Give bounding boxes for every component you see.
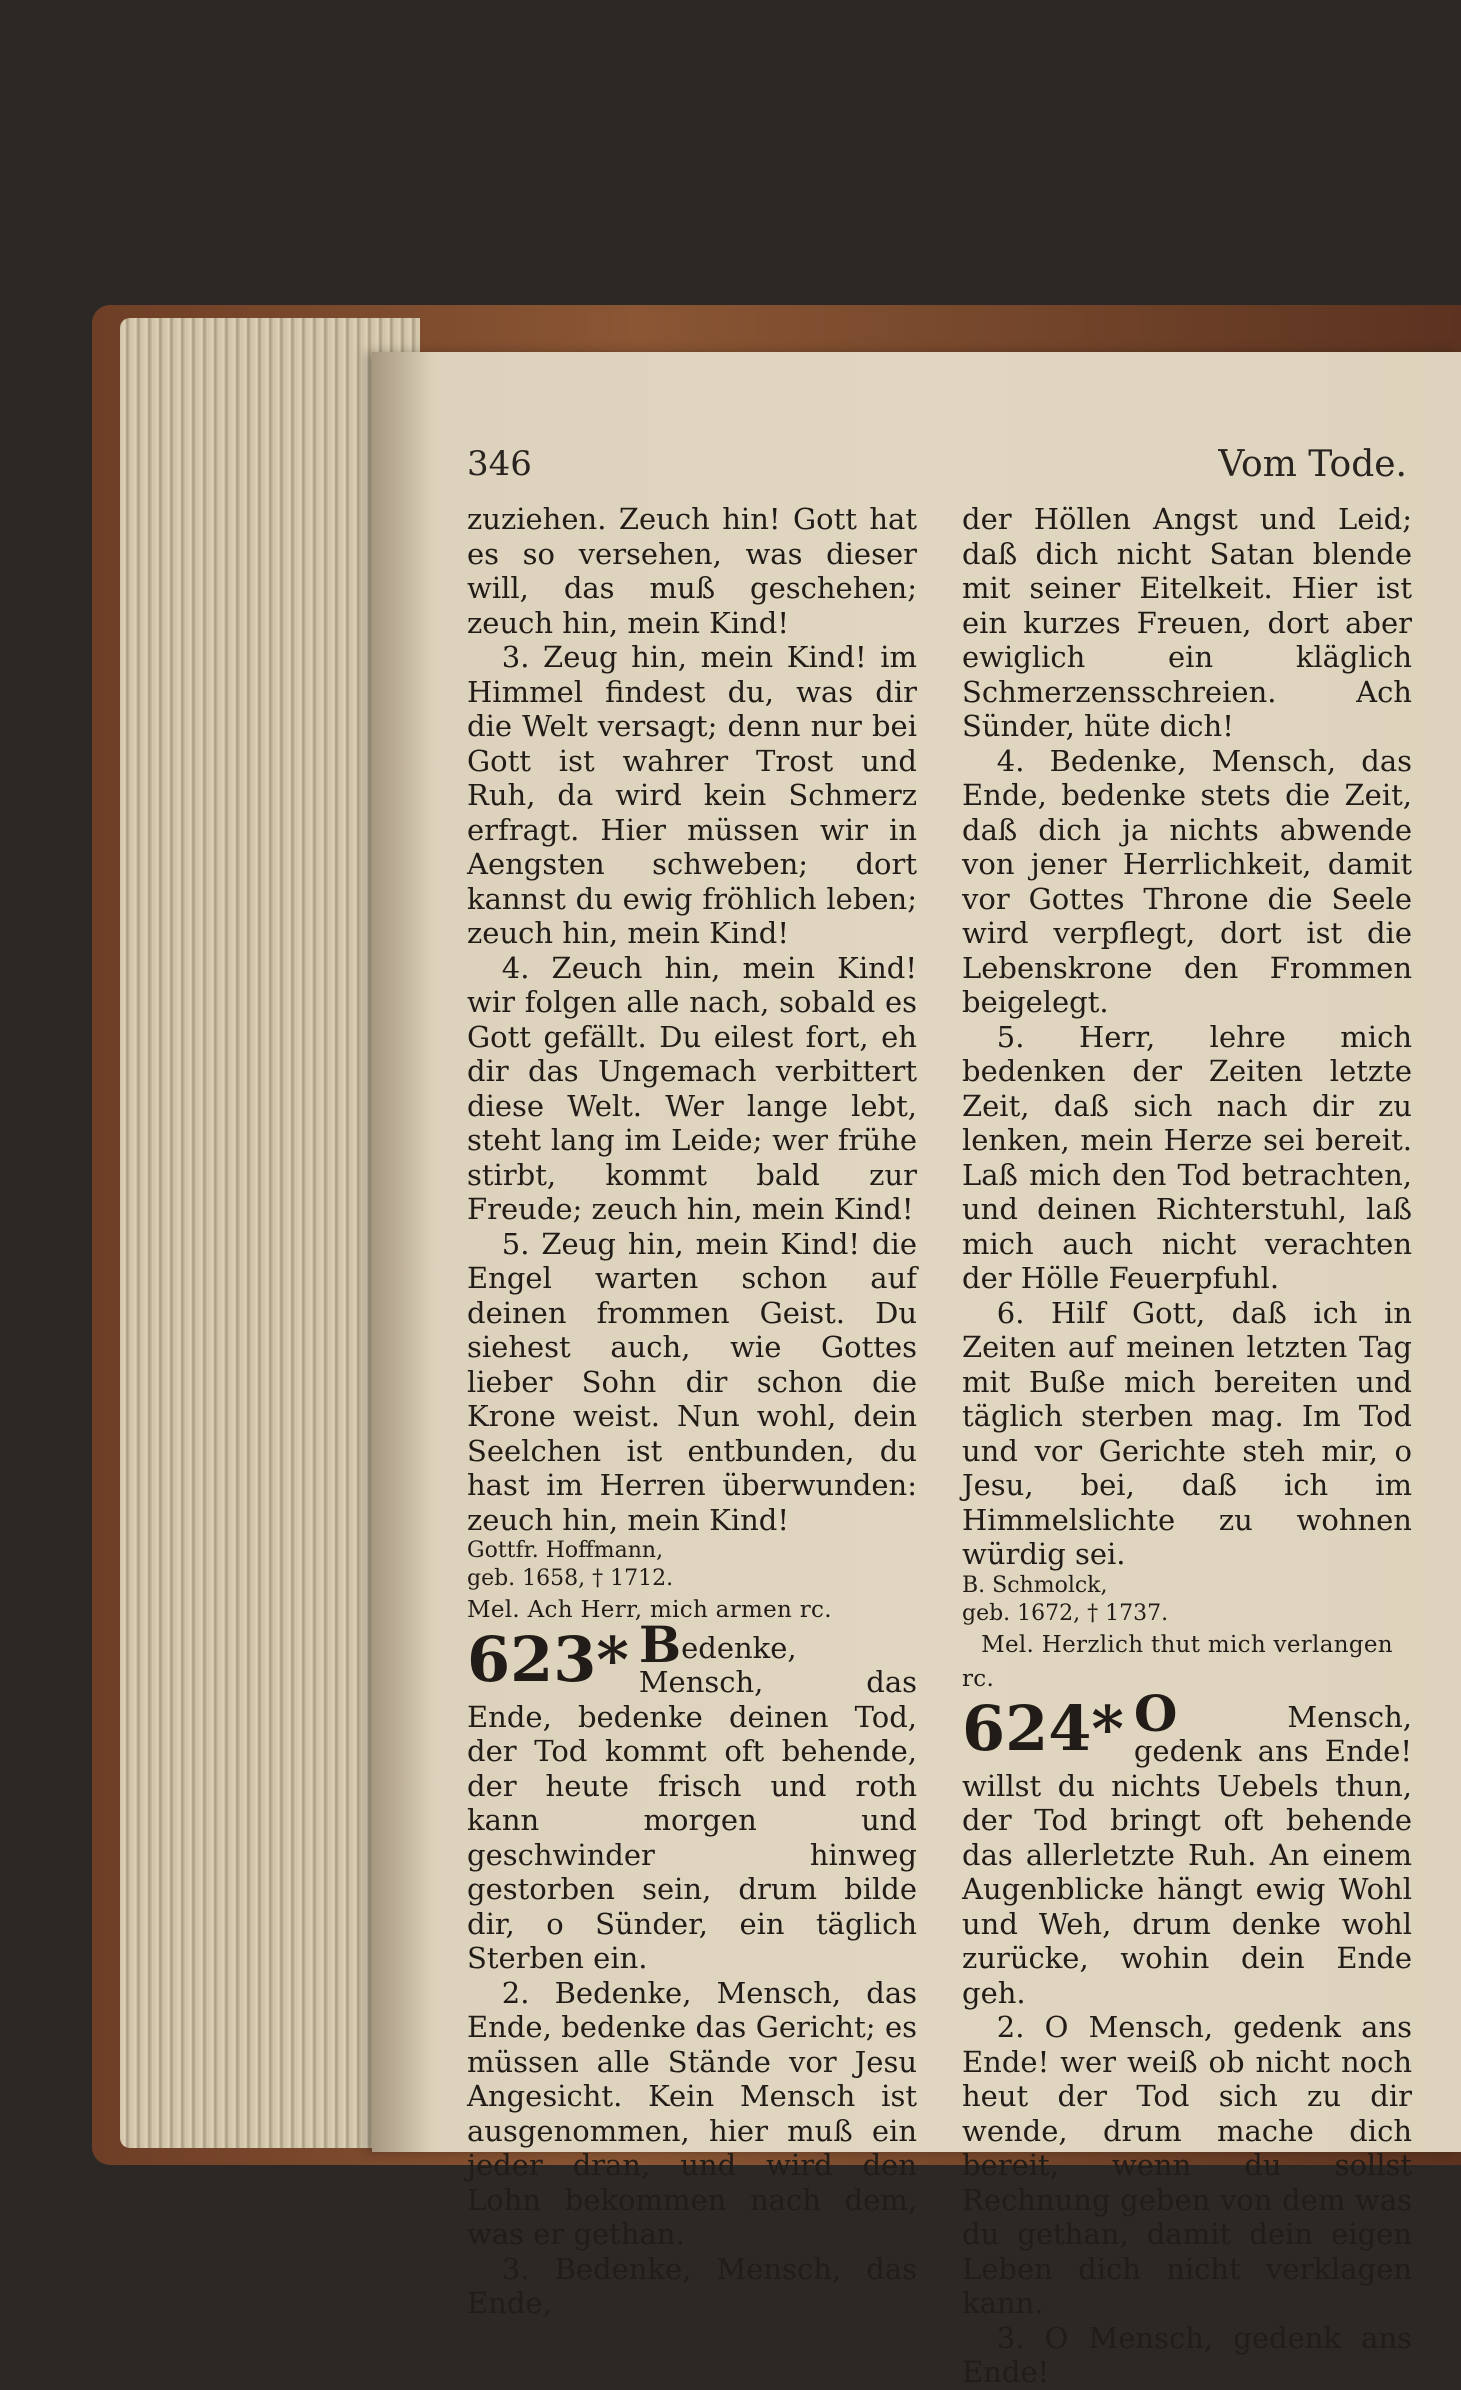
hymn-623-stanza-2: 2. Bedenke, Mensch, das Ende, bedenke das Gericht; es müssen alle Stände vor Jesu Angesicht. Kein Mensch ist ausgenommen, hier muß ein jeder dran, und wird den Lohn bekommen nach dem, was er gethan. bbox=[467, 1975, 917, 2251]
continued-text: zuziehen. Zeuch hin! Gott hat es so versehen, was dieser will, das muß geschehen; zeuch hin, mein Kind! bbox=[467, 502, 917, 640]
drop-initial: O bbox=[1133, 1683, 1178, 1743]
hymn-text: edenke, Mensch, das Ende, bedenke deinen Tod, der Tod kommt oft behende, der heute frisch und roth kann morgen und geschwinder hinweg gestorben sein, drum bilde dir, o Sünder, ein täglich Sterben ein. bbox=[467, 1630, 917, 1975]
hymn-624-stanza-3: 3. O Mensch, gedenk ans Ende! bbox=[962, 2320, 1412, 2389]
running-title: Vom Tode. bbox=[1218, 444, 1407, 485]
gutter-shadow bbox=[372, 352, 432, 2152]
hymn-623-stanza-3: 3. Bedenke, Mensch, das Ende, bbox=[467, 2251, 917, 2320]
right-column bbox=[962, 502, 1412, 2390]
stanza-6: 6. Hilf Gott, daß ich in Zeiten auf meinen letzten Tag mit Buße mich bereiten und täglich sterben mag. Im Tod und vor Gerichte steh mir, o Jesu, bei, daß ich im Himmelslichte zu wohnen würdig sei. bbox=[962, 1295, 1412, 1571]
continued-text: der Höllen Angst und Leid; daß dich nicht Satan blende mit seiner Eitelkeit. Hier ist ein kurzes Freuen, dort aber ewiglich ein kläglich Schmerzensschreien. Ach Sünder, hüte dich! bbox=[962, 502, 1412, 743]
author-name: Gottfr. Hoffmann, bbox=[467, 1538, 664, 1563]
hymn-number: 623* bbox=[467, 1622, 629, 1696]
left-column bbox=[467, 502, 917, 2321]
stanza-4: 4. Bedenke, Mensch, das Ende, bedenke stets die Zeit, daß dich ja nichts abwende von jener Herrlichkeit, damit vor Gottes Throne die Seele wird verpflegt, dort ist die Lebenskrone den Frommen beigelegt. bbox=[962, 743, 1412, 1019]
author-attribution bbox=[962, 1572, 1412, 1628]
page-header bbox=[467, 444, 1407, 504]
hymn-number: 624* bbox=[962, 1691, 1124, 1765]
stanza-4: 4. Zeuch hin, mein Kind! wir folgen alle nach, sobald es Gott gefällt. Du eilest fort, eh dir das Ungemach verbittert diese Welt. Wer lange lebt, steht lang im Leide; wer frühe stirbt, kommt bald zur Freude; zeuch hin, mein Kind! bbox=[467, 950, 917, 1226]
book-page bbox=[372, 352, 1461, 2389]
drop-initial: B bbox=[638, 1614, 682, 1674]
melody-line: Mel. Herzlich thut mich verlangen rc. bbox=[962, 1631, 1393, 1692]
author-attribution bbox=[467, 1537, 917, 1593]
hymn-text: Mensch, gedenk ans Ende! willst du nichts Uebels thun, der Tod bringt oft behende das allerletzte Ruh. An einem Augenblicke hängt ewig Wohl und Weh, drum denke wohl zurücke, wohin dein Ende geh. bbox=[962, 1699, 1412, 2010]
hymn-624-stanza-2: 2. O Mensch, gedenk ans Ende! wer weiß ob nicht noch heut der Tod sich zu dir wende, drum mache dich bereit, wenn du sollst Rechnung geben von dem was du gethan, damit dein eigen Leben dich nicht verklagen kann. bbox=[962, 2010, 1412, 2320]
author-name: B. Schmolck, bbox=[962, 1572, 1108, 1598]
page-number: 346 bbox=[467, 444, 532, 484]
stanza-3: 3. Zeug hin, mein Kind! im Himmel findest du, was dir die Welt versagt; denn nur bei Gott ist wahrer Trost und Ruh, da wird kein Schmerz erfragt. Hier müssen wir in Aengsten schweben; dort kannst du ewig fröhlich leben; zeuch hin, mein Kind! bbox=[467, 640, 917, 950]
author-dates: geb. 1658, † 1712. bbox=[467, 1566, 674, 1591]
stanza-5: 5. Herr, lehre mich bedenken der Zeiten letzte Zeit, daß sich nach dir zu lenken, mein Herze sei bereit. Laß mich den Tod betrachten, und deinen Richterstuhl, laß mich auch nicht verachten der Hölle Feuerpfuhl. bbox=[962, 1019, 1412, 1295]
stanza-5: 5. Zeug hin, mein Kind! die Engel warten schon auf deinen frommen Geist. Du siehest auch, wie Gottes lieber Sohn dir schon die Krone weist. Nun wohl, dein Seelchen ist entbunden, du hast im Herren überwunden: zeuch hin, mein Kind! bbox=[467, 1226, 917, 1537]
author-dates: geb. 1672, † 1737. bbox=[962, 1600, 1169, 1626]
hymn-623-first-stanza bbox=[467, 1614, 917, 1976]
melody-line: Mel. Ach Herr, mich armen rc. bbox=[467, 1597, 832, 1623]
hymn-624-first-stanza bbox=[962, 1683, 1412, 2011]
